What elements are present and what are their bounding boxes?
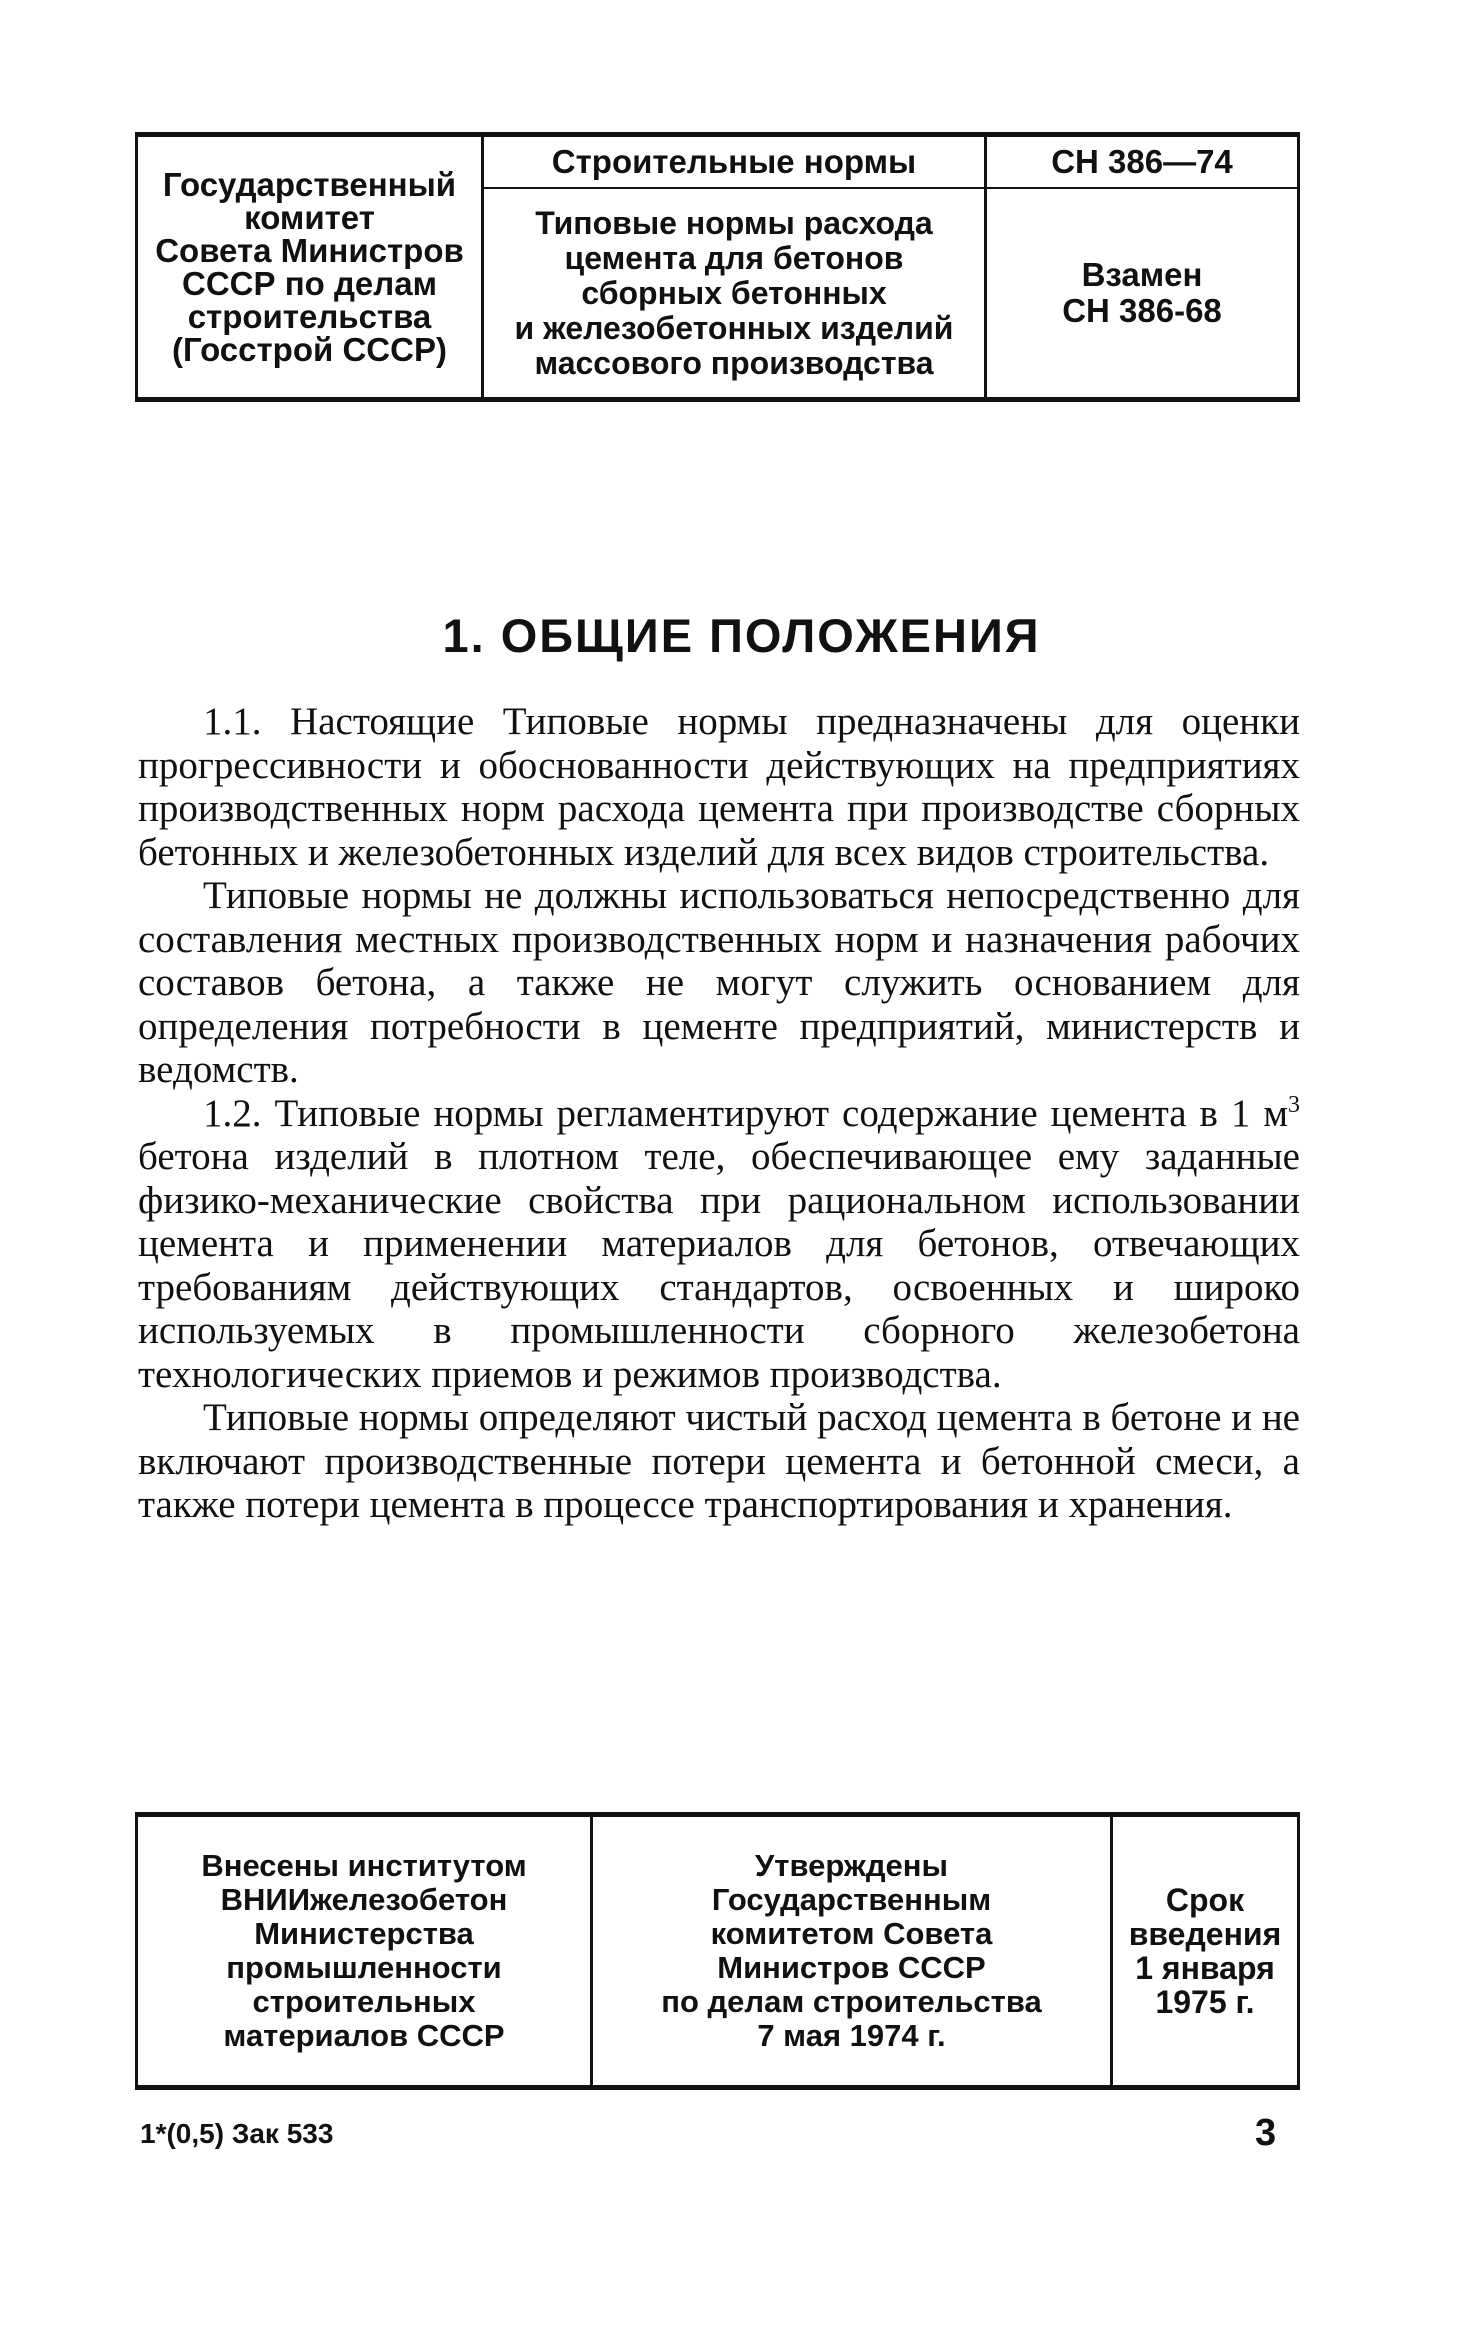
document-category: Строительные нормы (484, 137, 984, 189)
section-title: 1. ОБЩИЕ ПОЛОЖЕНИЯ (442, 609, 1041, 662)
print-info: 1*(0,5) Зак 533 (140, 2118, 334, 2149)
paragraph-1-2-note: Типовые нормы определяют чистый расход цемента в бетоне и не включают производственные потери цемента и бетонной смеси, а также потери цемента в процессе транспортирования и хранения. (138, 1396, 1300, 1526)
paragraph-1-1: 1.1. Настоящие Типовые нормы предназначены для оценки прогрессивности и обоснованности действующих на предприятиях производственных норм расхода цемента при производстве сборных бетонных и железобетонных изделий для всех видов строительства. (138, 700, 1300, 874)
document-code-cell (987, 137, 1297, 397)
document-code: СН 386—74 (987, 137, 1297, 189)
footer-table (135, 1812, 1300, 2090)
replaces-note: Взамен СН 386-68 (1062, 256, 1222, 329)
document-title: Типовые нормы расхода цемента для бетонов сборных бетонных и железобетонных изделий массового производства (514, 204, 954, 381)
header-table (135, 132, 1300, 402)
paragraph-1-2 (138, 1092, 1300, 1397)
page-number: 3 (1255, 2112, 1277, 2154)
paragraph-1-2-start: 1.2. Типовые нормы регламентируют содержание цемента в 1 м (203, 1091, 1288, 1135)
cubic-superscript: 3 (1288, 1091, 1300, 1118)
body-text (138, 700, 1300, 1527)
effective-date: Срок введения 1 января 1975 г. (1128, 1882, 1282, 2020)
document-title-cell (484, 137, 987, 397)
paragraph-1-1-note: Типовые нормы не должны использоваться непосредственно для составления местных производственных норм и назначения рабочих составов бетона, а также не могут служить основанием для определения потребности в цементе предприятий, министерств и ведомств. (138, 874, 1300, 1091)
approved-by: Утверждены Государственным комитетом Совета Министров СССР по делам строительства 7 мая 1974 г. (593, 1817, 1113, 2085)
submitted-by: Внесены институтом ВНИИжелезобетон Министерства промышленности строительных материалов СССР (138, 1817, 593, 2085)
issuing-authority: Государственный комитет Совета Министров СССР по делам строительства (Госстрой СССР) (138, 137, 484, 397)
paragraph-1-2-rest: бетона изделий в плотном теле, обеспечивающее ему заданные физико-механические свойства при рациональном использовании цемента и применении материалов для бетонов, отвечающих требованиям действующих стандартов, освоенных и широко используемых в промышленности сборного железобетона технологических приемов и режимов производства. (138, 1135, 1300, 1396)
